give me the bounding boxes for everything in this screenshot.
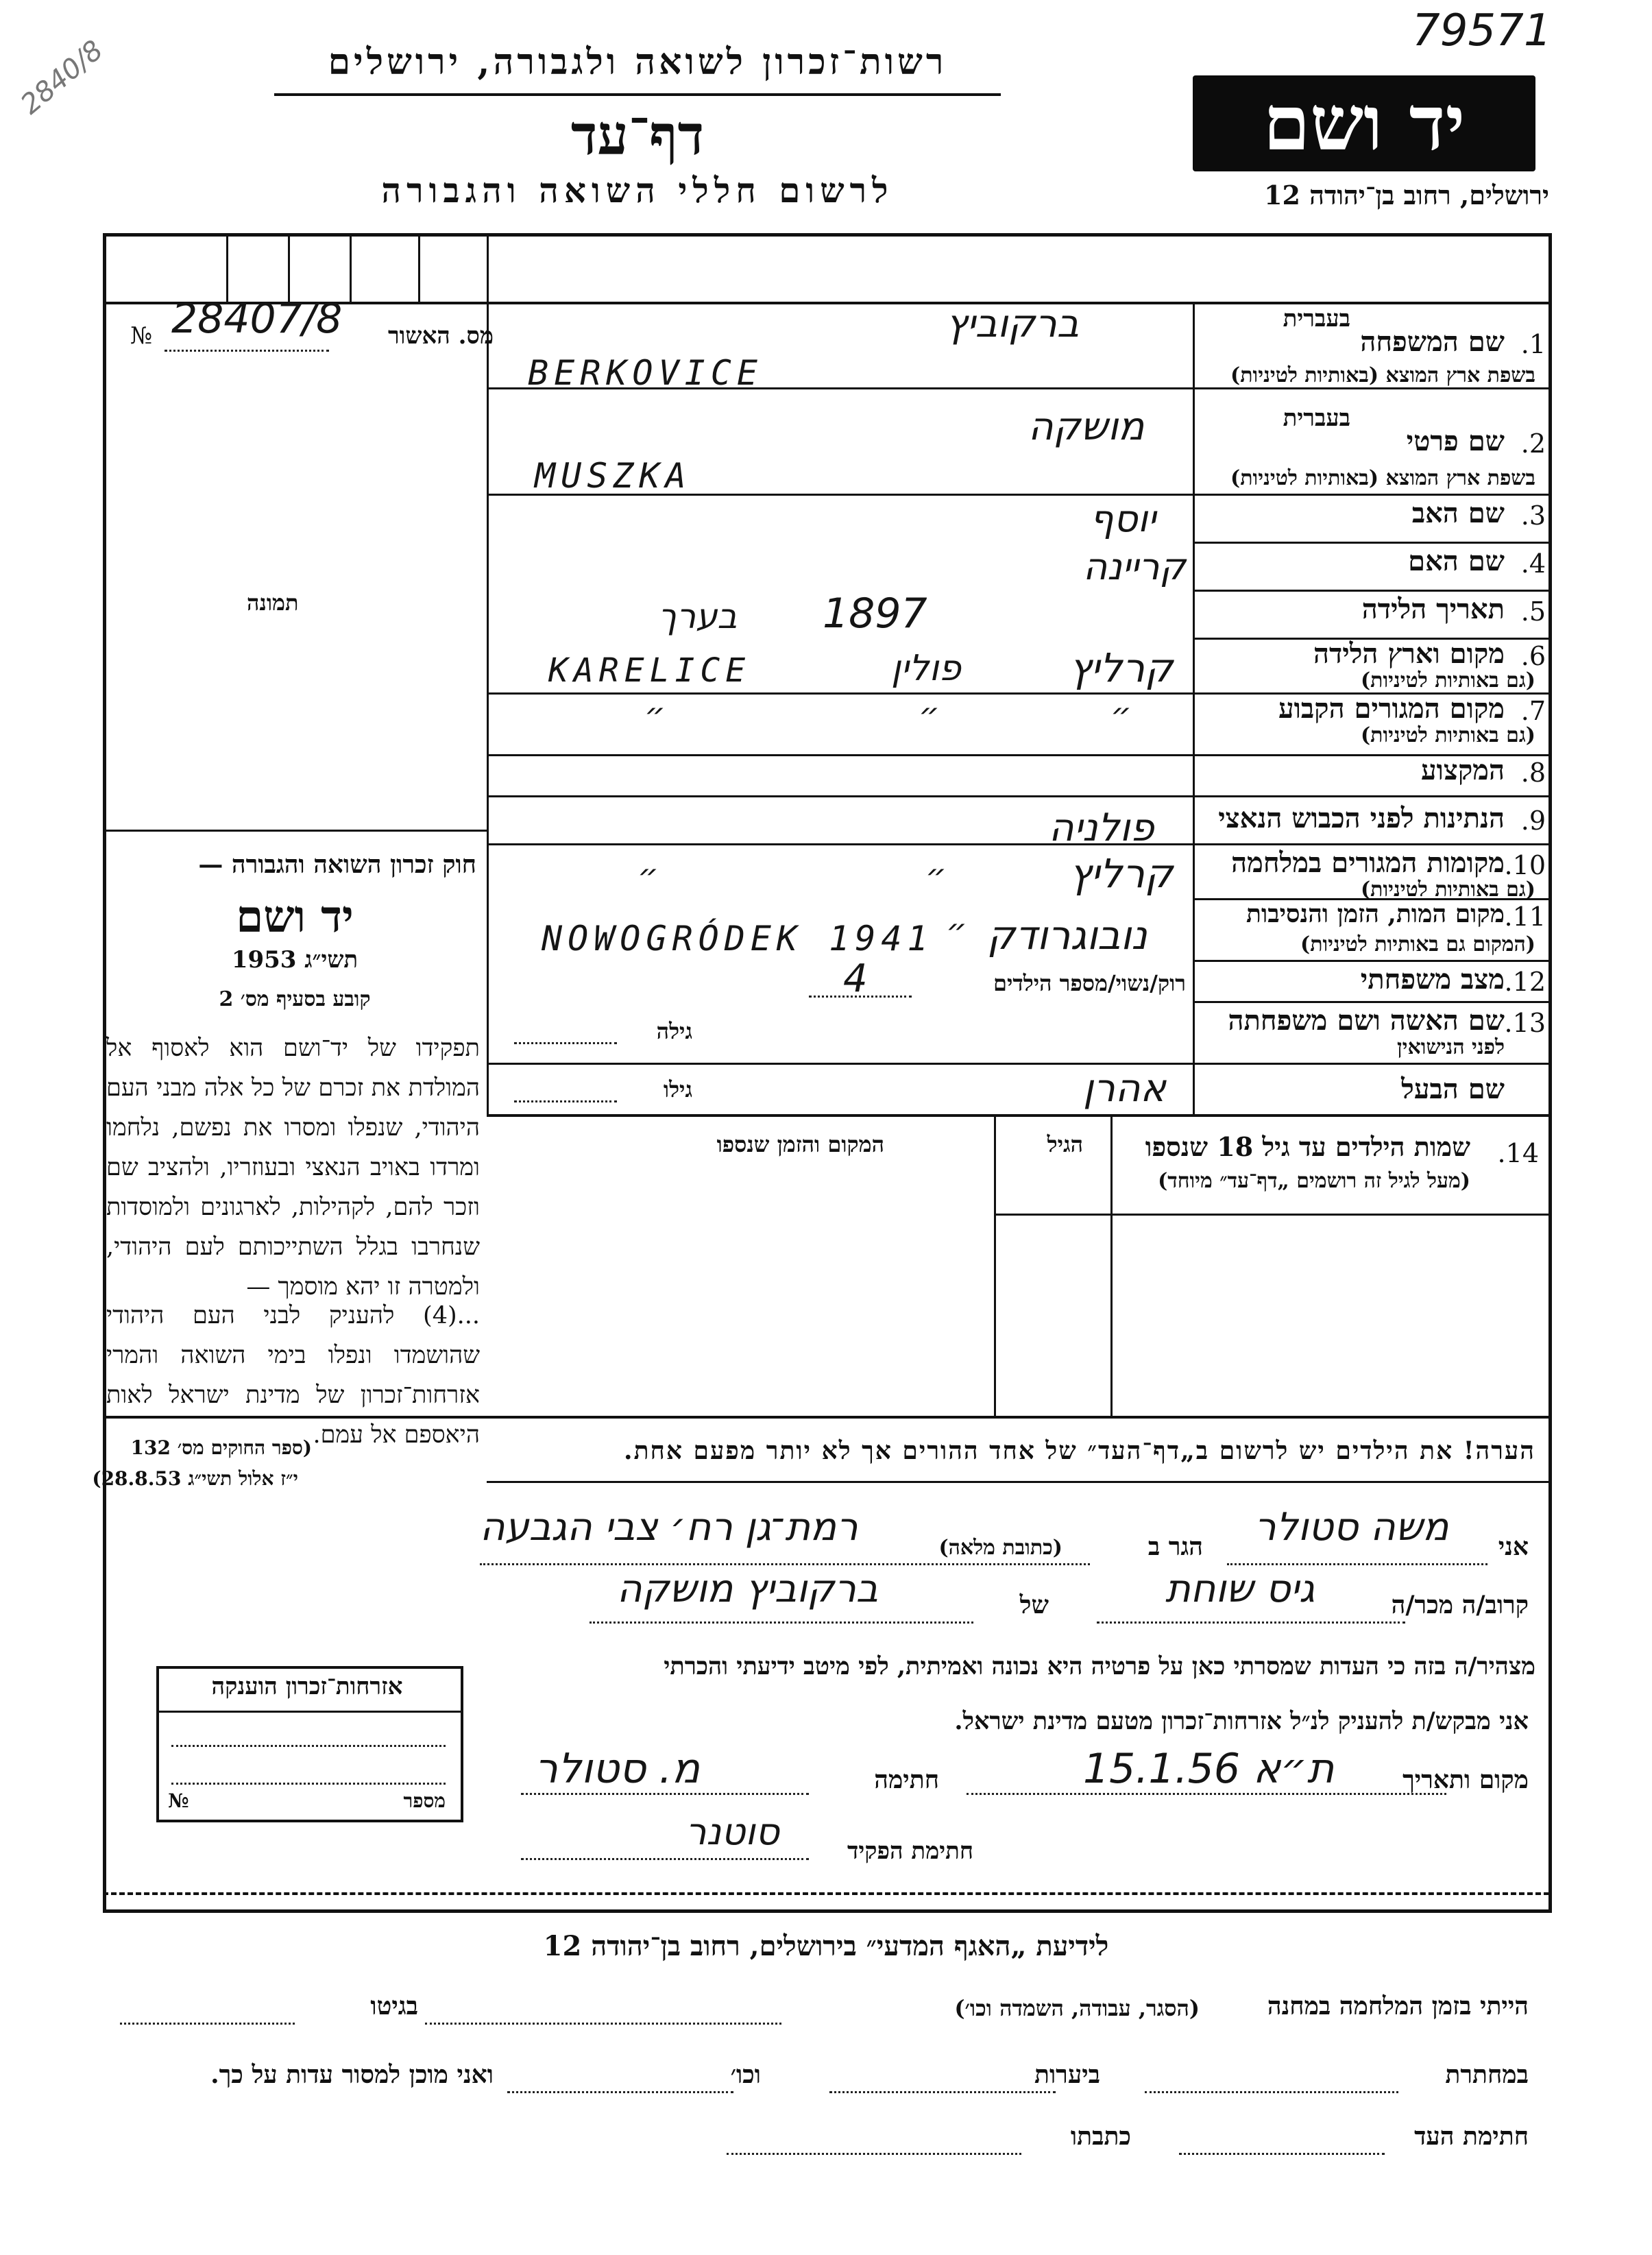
field-11-label: מקום המות, הזמן והנסיבות	[1246, 900, 1505, 928]
section-rule	[103, 1416, 1549, 1419]
science-ghetto-label: בגיטו	[370, 1992, 418, 2021]
column-rule	[487, 233, 489, 1114]
law-source: (ספר החוקים מס׳ 132	[130, 1436, 312, 1459]
science-camp-hint: (הסגר, עבודה, השמדה וכו׳)	[954, 1995, 1200, 2021]
box-rule	[288, 233, 290, 302]
husband-label: שם הבעל	[1401, 1073, 1505, 1105]
note-rule	[487, 1481, 1549, 1483]
decl-victim-line	[590, 1621, 973, 1624]
field-8-number: 8.	[1520, 758, 1546, 788]
field-11-sub: (המקום גם באותיות לטיניות)	[1300, 932, 1535, 956]
science-underground-line	[1145, 2091, 1398, 2093]
field-9-label: הנתינות לפני הכבוש הנאצי	[1218, 802, 1505, 834]
children-col-rule	[994, 1114, 996, 1416]
approval-value: 28407/8	[171, 295, 343, 343]
field-6-number: 6.	[1520, 641, 1546, 671]
husband-value: אהרן	[1083, 1066, 1166, 1111]
decl-witness-name: משה סטולר	[1254, 1505, 1449, 1549]
field-5-value-approx: בערך	[658, 596, 738, 636]
field-10-value-town: קרליץ	[1069, 850, 1174, 897]
box-rule	[418, 233, 420, 302]
field-10-ditto-1: ״	[925, 857, 947, 895]
science-underground-label: במחתרת	[1445, 2060, 1529, 2089]
form-subtitle: לרשום חללי השואה והגבורה	[381, 170, 894, 210]
authority-heading: רשות־זכרון לשואה ולגבורה, ירושלים	[328, 41, 947, 83]
decl-relation: גיס שוחת	[1165, 1567, 1315, 1611]
field-13-number: 13.	[1504, 1008, 1546, 1038]
decl-request: אני מבקש/ת להעניק לנ״ל אזרחות־זכרון מטעם מדינת ישראל.	[954, 1707, 1529, 1735]
field-7-ditto-2: ״	[919, 696, 940, 734]
approval-no-sign: №	[130, 322, 153, 350]
children-age-header: הגיל	[1047, 1131, 1083, 1157]
field-11-ditto: ״	[946, 912, 967, 950]
science-camp-line	[425, 2023, 781, 2025]
box-rule	[226, 233, 228, 302]
decl-of-label: של	[1019, 1591, 1049, 1619]
memorial-box-rule	[156, 1711, 461, 1713]
science-etc-label: וכו׳	[730, 2060, 761, 2089]
decl-sign-label: חתימה	[874, 1765, 939, 1794]
row-rule	[487, 754, 1549, 756]
law-name: יד ושם	[236, 891, 354, 943]
row-rule	[1193, 590, 1549, 592]
box-rule	[350, 233, 352, 302]
field-14-number: 14.	[1497, 1138, 1539, 1168]
decl-place-date-label: מקום ותאריך	[1402, 1765, 1529, 1794]
decl-victim-name: ברקוביץ מושקה	[617, 1567, 879, 1611]
science-title: לידיעת „האגף המדעי״ בירושלים, רחוב בן־יהודה 12	[543, 1930, 1109, 1962]
decl-place-date: ת״א 15.1.56	[1083, 1745, 1335, 1793]
law-text-2: ...(4) להעניק לבני העם היהודי שהושמדו ונפלו בימי השואה והמרי אזרחות־זכרון של מדינת ישראל לאות היאספם אל עמם.	[106, 1302, 480, 1449]
field-2-sub: בשפת ארץ המוצא (באותיות לטיניות)	[1230, 466, 1535, 490]
approval-line	[165, 350, 329, 352]
field-1-value-latin: BERKOVICE	[528, 353, 763, 393]
memorial-box-number-label: מספר	[403, 1789, 446, 1812]
row-rule	[487, 843, 1549, 845]
field-9-value: פולניה	[1049, 806, 1154, 850]
photo-label: תמונה	[247, 590, 299, 616]
field-6-value-country: פולין	[891, 648, 961, 689]
field-5-value-year: 1897	[823, 590, 927, 638]
field-9-number: 9.	[1520, 806, 1546, 836]
clerk-sign-label: חתימת הפקיד	[847, 1837, 973, 1865]
header-address: ירושלים, רחוב בן־יהודה 12	[1264, 180, 1549, 210]
yad-vashem-logo: יד ושם	[1193, 75, 1535, 171]
science-witness-sign-line	[1179, 2153, 1385, 2155]
memorial-box-line	[171, 1745, 446, 1747]
decl-name-line	[1227, 1563, 1487, 1565]
science-ready-label: ואני מוכן למסור עדות על כך.	[210, 2060, 494, 2089]
header-rule	[274, 93, 1001, 96]
form-title: דף־עד	[570, 103, 705, 167]
row-rule	[487, 1114, 1549, 1117]
row-rule	[1193, 542, 1549, 544]
cut-line	[103, 1892, 1549, 1895]
decl-address: רמת־גן רח׳ צבי הגבעה	[480, 1505, 858, 1549]
field-7-number: 7.	[1520, 696, 1546, 726]
law-date: י״ז אלול תשי״ג 28.8.53)	[92, 1467, 298, 1490]
memorial-box-no-sign: №	[168, 1789, 189, 1812]
field-4-label: שם האם	[1408, 545, 1505, 577]
field-10-number: 10.	[1504, 850, 1546, 880]
decl-i-label: אני	[1498, 1532, 1529, 1561]
decl-resides-label: הגר ב	[1147, 1532, 1203, 1561]
field-13-sub: לפני הנישואין	[1397, 1035, 1505, 1059]
science-camp-label: הייתי בזמן המלחמה במחנה	[1267, 1992, 1529, 2021]
field-7-label: מקום המגורים הקבוע	[1278, 692, 1505, 725]
field-4-number: 4.	[1520, 548, 1546, 579]
decl-signature-line	[521, 1793, 809, 1795]
science-forests-label: ביערות	[1034, 2060, 1100, 2089]
children-label: שמות הילדים עד גיל 18 שנספו	[1145, 1131, 1470, 1162]
children-sub: (מעל לגיל זה רושמים „דף־עד״ מיוחד)	[1158, 1169, 1470, 1193]
science-address-label: כתבתו	[1070, 2122, 1131, 2151]
field-1-number: 1.	[1520, 329, 1546, 359]
row-rule	[487, 795, 1549, 797]
decl-relation-line	[1097, 1621, 1405, 1624]
field-12-inline-label: רוק/נשוי/מספר הילדים	[993, 970, 1186, 996]
field-1-label: שם המשפחה	[1360, 326, 1505, 358]
field-3-label: שם האב	[1411, 497, 1505, 529]
row-rule	[1193, 1001, 1549, 1003]
field-10-sub: (גם באותיות לטיניות)	[1360, 878, 1535, 902]
field-4-value: קריינה	[1083, 545, 1186, 588]
decl-address-line	[480, 1563, 1090, 1565]
law-title: חוק זכרון השואה והגבורה —	[198, 850, 476, 879]
husband-age-label: גילו	[663, 1076, 692, 1102]
science-etc-line	[507, 2091, 733, 2093]
field-5-label: תאריך הלידה	[1361, 593, 1505, 625]
row-rule	[487, 1063, 1549, 1065]
children-col-rule	[1110, 1114, 1113, 1416]
field-6-value-town: קרליץ	[1069, 644, 1174, 691]
field-2-number: 2.	[1520, 429, 1546, 459]
field-2-label: שם פרטי	[1406, 425, 1505, 457]
children-note: הערה! את הילדים יש לרשום ב„דף־העד״ של אחד ההורים אך לא יותר מפעם אחת.	[624, 1436, 1535, 1465]
wife-age-line	[514, 1042, 617, 1044]
field-1-sub: בשפת ארץ המוצא (באותיות לטיניות)	[1230, 363, 1535, 387]
law-year: תשי״ג 1953	[231, 946, 359, 974]
field-12-label: מצב משפחתי	[1360, 963, 1505, 996]
field-7-sub: (גם באותיות לטיניות)	[1360, 723, 1535, 747]
field-8-label: המקצוע	[1421, 754, 1505, 786]
science-address-line	[727, 2153, 1021, 2155]
decl-relation-label: קרוב/ה מכר/ה	[1391, 1591, 1529, 1619]
field-2-tag: בעברית	[1283, 405, 1350, 432]
field-1-tag: בעברית	[1283, 305, 1350, 333]
law-clause: קובע בסעיף מס׳ 2	[219, 987, 371, 1011]
field-10-ditto-2: ״	[637, 857, 659, 895]
decl-place-date-line	[967, 1793, 1446, 1795]
field-6-sub: (גם באותיות לטיניות)	[1360, 668, 1535, 692]
law-text-1: תפקידו של יד־ושם הוא לאסוף אל המולדת את זכרם של כל אלה מבני העם היהודי, שנפלו ומסרו את נפשם, נלחמו ומרדו באויב הנאצי ובעוזריו, ולהציב שם וזכר להם, לקהילות, לארגונים ולמוסדות שנחרבו בגלל השתייכותם לעם היהודי, ולמטרה זו יהא מוסמך —	[106, 1035, 480, 1301]
field-7-ditto-1: ״	[1110, 696, 1132, 734]
archive-number: 79571	[1412, 5, 1552, 56]
field-10-label: מקומות המגורים במלחמה	[1231, 847, 1505, 879]
field-3-number: 3.	[1520, 501, 1546, 531]
margin-note: 2840/8	[14, 34, 110, 121]
field-12-children-count: 4	[843, 956, 868, 1001]
children-place-header: המקום והזמן שנספו	[716, 1131, 884, 1157]
memorial-box-line	[171, 1783, 446, 1785]
science-ghetto-line	[120, 2023, 295, 2025]
field-6-label: מקום וארץ הלידה	[1313, 638, 1505, 670]
clerk-signature-line	[521, 1858, 809, 1860]
field-12-line	[809, 996, 912, 998]
field-2-value-latin: MUSZKA	[535, 456, 692, 496]
field-3-value: יוסף	[1090, 497, 1156, 540]
field-11-number: 11.	[1504, 902, 1546, 932]
field-2-value-hebrew: מושקה	[1028, 405, 1145, 449]
decl-statement: מצהיר/ה בזה כי העדות שמסרתי כאן על פרטיה היא נכונה ואמיתית, לפי מיטב ידיעתי והכרתי	[664, 1652, 1535, 1680]
field-13-label: שם האשה ושם משפחתה	[1228, 1004, 1505, 1037]
science-witness-sign-label: חתימת העד	[1414, 2122, 1529, 2151]
wife-age-label: גילה	[656, 1018, 692, 1044]
field-11-value-latin: NOWOGRÓDEK 1941	[542, 919, 934, 958]
field-1-value-hebrew: ברקוביץ	[946, 302, 1080, 346]
field-12-number: 12.	[1504, 967, 1546, 997]
decl-signature: מ. סטולר	[535, 1745, 701, 1793]
clerk-signature: סוטנר	[685, 1810, 779, 1853]
decl-address-hint: (כתובת מלאה)	[938, 1536, 1062, 1560]
field-5-number: 5.	[1520, 596, 1546, 627]
science-forests-line	[829, 2091, 1056, 2093]
law-rule	[103, 830, 487, 832]
husband-age-line	[514, 1100, 617, 1102]
field-11-value-hebrew: נובוגרודק	[987, 912, 1147, 958]
row-rule	[1193, 960, 1549, 962]
column-rule	[1193, 302, 1195, 1114]
approval-label: מס. האשור	[387, 322, 494, 350]
children-head-rule	[994, 1214, 1549, 1216]
field-6-value-latin: KARELICE	[548, 651, 751, 690]
field-7-ditto-3: ״	[644, 696, 666, 734]
memorial-box-title: אזרחות־זכרון הוענקה	[211, 1673, 403, 1700]
